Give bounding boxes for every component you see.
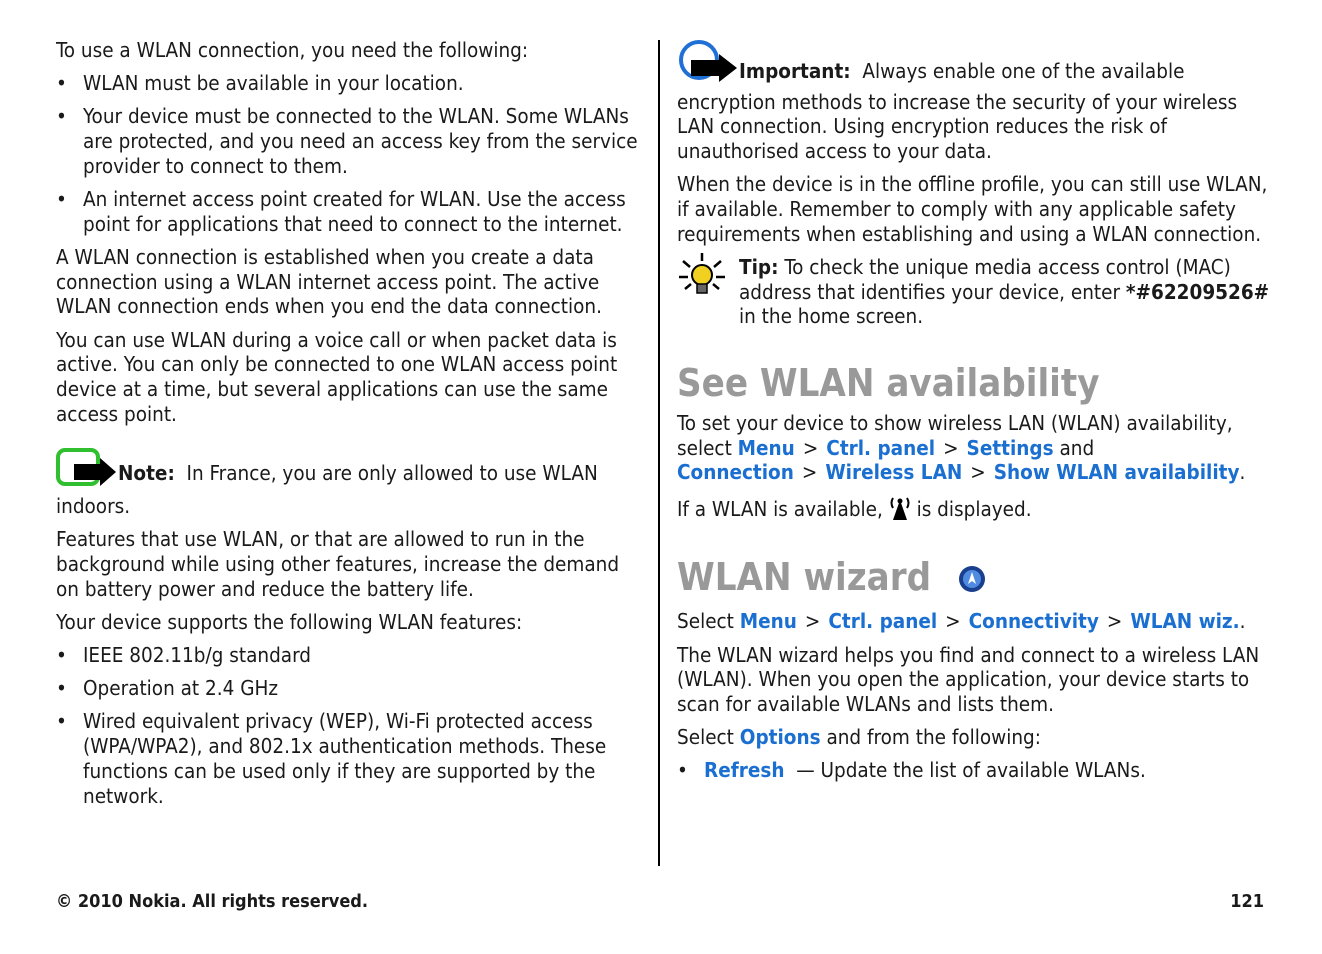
page-number: 121 [1230, 891, 1264, 912]
list-item [677, 758, 1277, 783]
path-separator: > [802, 435, 819, 460]
requirements-intro: To use a WLAN connection, you need the following: [56, 38, 529, 62]
voice-call-paragraph: You can use WLAN during a voice call or when packet data is active. You can only be connected to one WLAN access point device at a time, but several applications can use the same access point. [56, 327, 618, 426]
settings-link[interactable]: Settings [966, 435, 1054, 460]
important-label: Important: [739, 59, 851, 83]
list-item: • IEEE 802.11b/g standard [56, 643, 646, 668]
path-separator: > [945, 609, 961, 634]
wlan-wiz-link[interactable]: WLAN wiz. [1130, 609, 1240, 634]
path-separator: > [970, 460, 986, 485]
wireless-lan-link[interactable]: Wireless LAN [825, 460, 963, 485]
note-label: Note: [118, 461, 175, 486]
requirements-list [56, 71, 646, 236]
options-link[interactable]: Options [739, 725, 821, 750]
wizard-description: The WLAN wizard helps you find and connect to a wireless LAN (WLAN). When you open the application, your device starts to scan for available WLANs and lists them. [677, 642, 1260, 716]
menu-link[interactable]: Menu [737, 435, 795, 460]
lightbulb-icon [677, 251, 727, 303]
note-text: In France, you are only allowed to use WLAN indoors. [56, 461, 598, 519]
list-item: • WLAN must be available in your location. [56, 71, 646, 96]
list-item: • An internet access point created for WLAN. Use the access point for applications that need to connect to the internet. [56, 187, 646, 236]
availability-path: To set your device to show wireless LAN (WLAN) availability, select Menu > Ctrl. panel > Settings and Connection > Wireless LAN > Show WLAN availability. [677, 411, 1246, 485]
tip-end: in the home screen. [739, 304, 924, 329]
wlan-available-paragraph [677, 494, 1277, 526]
connection-link[interactable]: Connection [677, 460, 794, 485]
footer-copyright: © 2010 Nokia. All rights reserved. [56, 891, 369, 912]
and-word: and [1059, 435, 1095, 460]
ctrl-panel-link[interactable]: Ctrl. panel [826, 435, 936, 460]
list-item: • Operation at 2.4 GHz [56, 676, 646, 701]
path-separator: > [801, 460, 818, 485]
options-list [677, 758, 1277, 783]
path-separator: > [804, 609, 821, 634]
column-divider [658, 40, 660, 866]
important-icon [677, 40, 739, 90]
mac-code: *#62209526# [1125, 279, 1270, 304]
list-item: • Wired equivalent privacy (WEP), Wi-Fi protected access (WPA/WPA2), and 802.1x authentication methods. These functions can be used only if they are supported by the network. [56, 709, 646, 808]
path-separator: > [1106, 609, 1123, 634]
list-item: • Your device must be connected to the WLAN. Some WLANs are protected, and you need an access key from the service provider to connect to them. [56, 104, 646, 178]
important-callout [677, 40, 1277, 164]
wlan-wizard-app-icon [957, 559, 987, 603]
options-instruction [677, 725, 1277, 750]
offline-profile-paragraph: When the device is in the offline profile, you can still use WLAN, if available. Remember to comply with any applicable safety requirements when establishing and using a WLAN connection. [677, 172, 1268, 246]
availability-intro: To set your device to show wireless LAN (WLAN) availability, select [677, 411, 1233, 460]
available-text-b: is displayed. [916, 496, 1032, 521]
connection-established-paragraph: A WLAN connection is established when you create a data connection using a WLAN internet access point. The active WLAN connection ends when you end the data connection. [56, 244, 602, 319]
note-icon [56, 448, 118, 494]
battery-paragraph: Features that use WLAN, or that are allowed to run in the background while using other features, increase the demand on battery power and reduce the battery life. [56, 527, 620, 601]
menu-link[interactable]: Menu [739, 609, 797, 634]
refresh-link[interactable]: Refresh [704, 758, 785, 783]
connectivity-link[interactable]: Connectivity [968, 609, 1099, 634]
select-word: Select [677, 725, 734, 750]
left-column [56, 38, 646, 817]
section-title-availability: See WLAN availability [677, 361, 1100, 406]
path-separator: > [943, 435, 959, 460]
ctrl-panel-link[interactable]: Ctrl. panel [828, 609, 938, 634]
tip-text: To check the unique media access control (MAC) address that identifies your device, enter [739, 254, 1231, 304]
available-text-a: If a WLAN is available, [677, 496, 883, 521]
wlan-antenna-icon [889, 494, 911, 526]
important-text: Always enable one of the available encryption methods to increase the security of your wireless LAN connection. Using encryption reduces the risk of unauthorised access to your data. [677, 59, 1238, 164]
options-after-text: and from the following: [826, 725, 1041, 750]
wizard-path: Select Menu > Ctrl. panel > Connectivity > WLAN wiz.. [677, 609, 1246, 634]
wizard-title-text: WLAN wizard [677, 555, 932, 600]
tip-text-block [739, 255, 1277, 329]
features-intro: Your device supports the following WLAN features: [56, 609, 523, 634]
tip-callout [677, 255, 1277, 329]
refresh-description: — Update the list of available WLANs. [796, 758, 1146, 783]
show-wlan-availability-link[interactable]: Show WLAN availability [993, 460, 1240, 485]
section-title-wizard [677, 555, 1277, 603]
features-list [56, 643, 646, 808]
tip-label: Tip: [739, 254, 779, 279]
note-callout [56, 448, 646, 518]
select-word: Select [677, 609, 734, 634]
right-column [677, 40, 1277, 792]
